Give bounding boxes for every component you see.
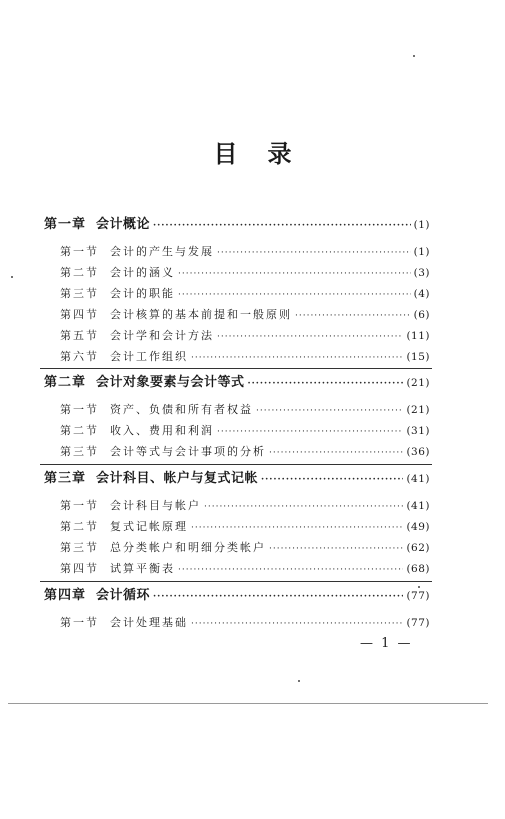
toc-section-1-2[interactable] [60,264,430,282]
chapter-divider [40,464,432,465]
dot-leader [204,498,403,516]
dot-leader [178,265,411,283]
toc-section-1-6[interactable] [60,348,430,366]
scan-speck [413,55,415,57]
section-number: 第三节 [60,287,99,300]
section-number: 第三节 [60,445,99,458]
section-number: 第六节 [60,350,99,363]
page-number: (62) [406,542,430,554]
section-title: 复式记帐原理 [110,520,188,533]
page-number: (41) [406,473,430,485]
chapter-number: 第三章 [44,471,87,486]
section-title: 会计的涵义 [110,266,175,279]
chapter-title: 会计科目、帐户与复式记帐 [96,471,259,486]
scan-speck [11,276,13,278]
section-number: 第二节 [60,266,99,279]
page-number: (77) [406,617,430,629]
toc-chapter-1[interactable] [44,216,430,234]
dot-leader [295,307,411,325]
dot-leader [256,402,403,420]
dot-leader [191,519,403,537]
page-number: (1) [413,219,430,231]
chapter-number: 第二章 [44,375,87,390]
section-number: 第一节 [60,616,99,629]
page-number: (49) [406,521,430,533]
dot-leader [217,423,403,441]
chapter-number: 第四章 [44,588,87,603]
page-number: (6) [413,309,430,321]
toc-chapter-3[interactable] [44,470,430,488]
chapter-title: 会计概论 [96,217,151,232]
dot-leader [153,217,411,235]
section-title: 会计核算的基本前提和一般原则 [110,308,292,321]
toc-section-1-3[interactable] [60,285,430,303]
dot-leader [178,561,403,579]
toc-section-3-2[interactable] [60,518,430,536]
page-number: (68) [406,563,430,575]
chapter-title: 会计循环 [96,588,151,603]
dot-leader [217,244,411,262]
scan-speck [298,680,300,682]
section-title: 会计等式与会计事项的分析 [110,445,266,458]
section-number: 第四节 [60,562,99,575]
toc-section-1-5[interactable] [60,327,430,345]
section-title: 会计学和会计方法 [110,329,214,342]
dot-leader [217,328,403,346]
section-number: 第一节 [60,499,99,512]
toc-section-4-1[interactable] [60,614,430,632]
page-number: (41) [406,500,430,512]
toc-section-3-3[interactable] [60,539,430,557]
dot-leader [191,615,403,633]
page-number: (21) [406,377,430,389]
dot-leader [248,375,404,393]
dot-leader [269,540,403,558]
toc-chapter-4[interactable] [44,587,430,605]
section-title: 会计处理基础 [110,616,188,629]
scan-speck [418,586,420,588]
toc-section-2-3[interactable] [60,443,430,461]
section-title: 收入、费用和利润 [110,424,214,437]
page-number: (31) [406,425,430,437]
section-title: 总分类帐户和明细分类帐户 [110,541,266,554]
page-number: (3) [413,267,430,279]
chapter-title: 会计对象要素与会计等式 [96,375,245,390]
section-title: 会计工作组织 [110,350,188,363]
section-number: 第三节 [60,541,99,554]
page-number: (15) [406,351,430,363]
page-number: (36) [406,446,430,458]
toc-section-1-1[interactable] [60,243,430,261]
section-number: 第二节 [60,520,99,533]
toc-section-2-1[interactable] [60,401,430,419]
page-folio: — 1 — [360,636,413,651]
chapter-divider [40,368,432,369]
page-number: (11) [406,330,430,342]
dot-leader [178,286,411,304]
toc-section-1-4[interactable] [60,306,430,324]
page-number: (4) [413,288,430,300]
section-number: 第一节 [60,245,99,258]
section-number: 第五节 [60,329,99,342]
section-title: 会计科目与帐户 [110,499,201,512]
toc-section-3-4[interactable] [60,560,430,578]
chapter-number: 第一章 [44,217,87,232]
section-title: 资产、负债和所有者权益 [110,403,253,416]
section-title: 试算平衡表 [110,562,175,575]
section-number: 第四节 [60,308,99,321]
toc-section-2-2[interactable] [60,422,430,440]
section-title: 会计的职能 [110,287,175,300]
dot-leader [261,471,403,489]
chapter-divider [40,581,432,582]
dot-leader [269,444,403,462]
toc-section-3-1[interactable] [60,497,430,515]
section-number: 第二节 [60,424,99,437]
section-title: 会计的产生与发展 [110,245,214,258]
dot-leader [191,349,403,367]
page-number: (21) [406,404,430,416]
page-number: (1) [413,246,430,258]
page-number: (77) [406,590,430,602]
page-title: 目录 [213,140,322,168]
toc-chapter-2[interactable] [44,374,430,392]
section-number: 第一节 [60,403,99,416]
dot-leader [153,588,403,606]
scan-edge-line [8,703,488,704]
